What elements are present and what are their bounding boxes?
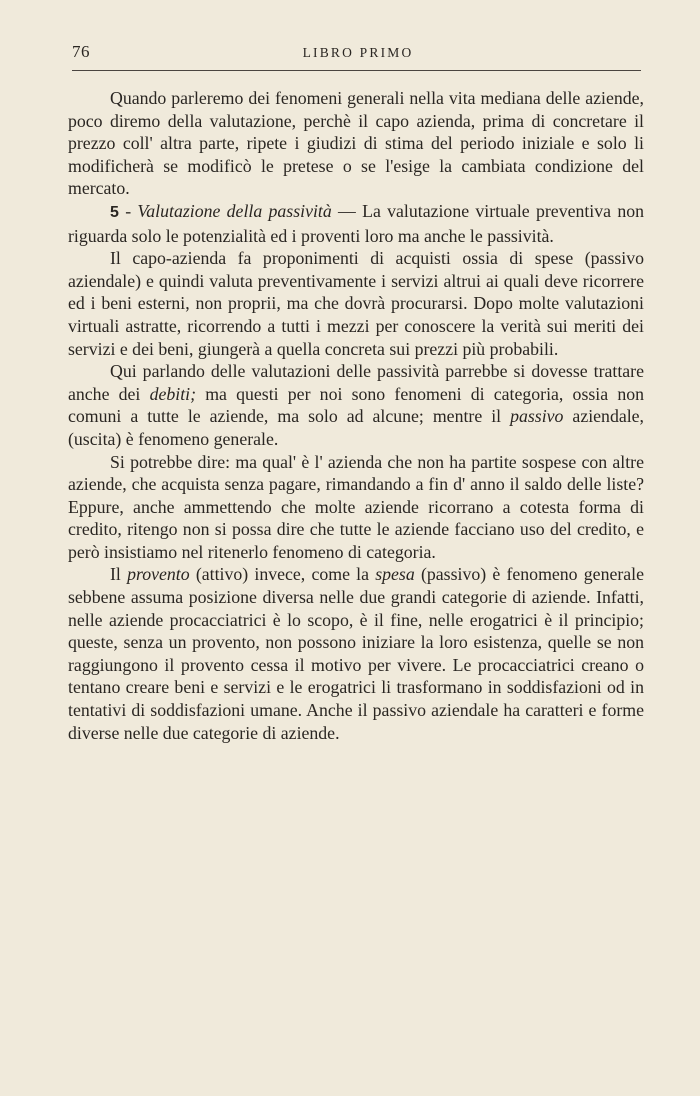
emphasis-spesa: spesa [375, 564, 415, 585]
paragraph-6 [68, 563, 644, 744]
paragraph-3: Il capo-azienda fa proponimenti di acquisti ossia di spese (passivo aziendale) e quindi valuta preventivamente i servizi altrui ai quali deve ricorrere ed i beni esterni, non proprii, ma che dovrà procurarsi. Dopo molte valutazioni virtuali astratte, ricorrendo a tutti i mezzi per conoscere la verità sui meriti dei servizi e dei beni, giungerà a quella concreta sui prezzi più probabili. [68, 248, 644, 359]
emphasis-provento: provento [127, 564, 190, 585]
paragraph-4-text-b: ma questi per noi sono fenomeni di categoria, ossia non comuni a tutte le aziende, ma solo ad alcune; mentre il [68, 383, 644, 427]
section-title: Valutazione della passività [137, 200, 332, 221]
emphasis-debiti: debiti; [149, 383, 196, 404]
paragraph-4-text-c: aziendale, (uscita) è fenomeno generale. [68, 406, 645, 449]
paragraph-4-text-a: Qui parlando delle valutazioni delle passività parrebbe si dovesse trattare anche dei [68, 361, 644, 404]
section-dash: - [118, 200, 138, 221]
paragraph-6-text-c: (passivo) è fenomeno generale sebbene assuma posizione diversa nelle due grandi categorie di aziende. Infatti, nelle aziende procacciatrici è lo scopo, è il fine, nelle erogatrici è il principio; queste, senza un provento, non possono iniziare la loro esistenza, quelle se non raggiungono il provento cessa il motivo per vivere. Le procacciatrici creano o tentano creare beni e servizi e le erogatrici li trasformano in soddisfazioni od in tentativi di soddisfazioni umane. Anche il passivo aziendale ha caratteri e forme diverse nelle due categorie di aziende. [68, 564, 645, 743]
running-title: LIBRO PRIMO [302, 45, 414, 60]
paragraph-1: Quando parleremo dei fenomeni generali nella vita mediana delle aziende, poco diremo della valutazione, perchè il capo azienda, prima di concretare il prezzo coll' altra parte, ripete i giudizi di stima del periodo iniziale e solo li modificherà se modificò le pretese o se l'esige la cambiata condizione del mercato. [68, 88, 644, 199]
header-rule [72, 70, 641, 71]
paragraph-6-text-b: (attivo) invece, come la [189, 564, 376, 585]
emphasis-passivo: passivo [510, 406, 564, 427]
page-number: 76 [72, 42, 90, 61]
section-number: 5 [110, 203, 119, 221]
section-intro-text: — La valutazione virtuale preventiva non riguarda solo le potenzialità ed i proventi loro ma anche le passività. [68, 200, 644, 246]
paragraph-4 [68, 360, 644, 450]
body-text [68, 87, 644, 744]
paragraph-6-text-a: Il [110, 564, 128, 585]
paragraph-5: Si potrebbe dire: ma qual' è l' azienda che non ha partite sospese con altre aziende, che acquista senza pagare, rimandando a fin d' anno il saldo delle liste? Eppure, anche ammettendo che molte aziende ricorrano a cotesta forma di credito, ritengo non si possa dire che tutte le aziende facciano uso del credito, e però insistiamo nel ritenerlo fenomeno di categoria. [68, 451, 644, 562]
paragraph-2-section-5 [68, 200, 644, 247]
